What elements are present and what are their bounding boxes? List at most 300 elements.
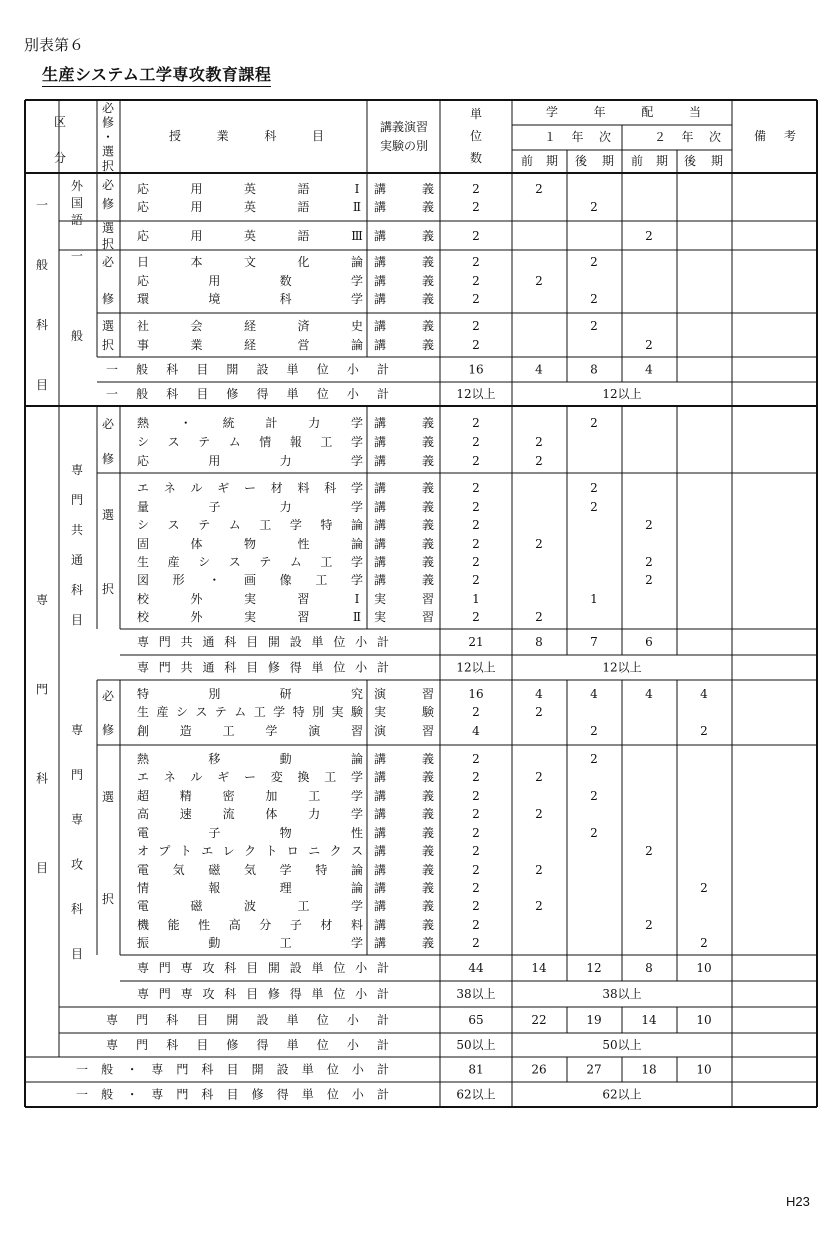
- subject-name: 変: [270, 770, 283, 784]
- document-label: 別表第６: [24, 36, 85, 54]
- subject-name: ネ: [163, 770, 176, 784]
- lecture-type: 義: [421, 844, 435, 858]
- year1-first-half: 2: [535, 770, 543, 784]
- subject-name: 習: [297, 592, 310, 606]
- unit-count: 2: [472, 936, 480, 950]
- year1-first-half: 2: [535, 274, 543, 288]
- year1-second-half: 2: [590, 200, 598, 214]
- year1-first-half: 2: [535, 435, 543, 449]
- subject-name: 工: [279, 936, 292, 950]
- subject-name: 電: [136, 899, 150, 913]
- subject-name: ー: [243, 481, 257, 495]
- subtotal-label: 単: [286, 1013, 299, 1027]
- subtotal-label: 門: [158, 660, 171, 675]
- subject-name: 学: [289, 518, 302, 532]
- subject-name: Ⅰ: [354, 182, 360, 196]
- subtotal-year1-second: 19: [586, 1013, 602, 1027]
- subject-name: 量: [136, 500, 150, 514]
- subject-name: 研: [279, 687, 292, 701]
- subtotal-label: 開: [226, 1013, 239, 1027]
- subject-name: 外: [190, 592, 203, 606]
- subtotal-label: 修: [226, 387, 239, 401]
- subtotal-units: 62以上: [456, 1087, 496, 1102]
- year1-second-half: 2: [590, 500, 598, 514]
- subject-name: 理: [279, 881, 292, 895]
- subtotal-label: 小: [346, 362, 359, 377]
- side-required: 修: [101, 197, 115, 211]
- subtotal-label: 科: [166, 1038, 179, 1052]
- unit-count: 2: [472, 338, 480, 352]
- subtotal-label: 単: [311, 660, 324, 675]
- unit-count: 2: [472, 292, 480, 306]
- unit-count: 2: [472, 705, 480, 719]
- unit-count: 2: [472, 182, 480, 196]
- subtotal-label: 門: [158, 635, 171, 649]
- subtotal-label: 目: [196, 387, 209, 401]
- lecture-type: 義: [421, 274, 435, 288]
- subtotal-label: 小: [351, 1062, 364, 1077]
- header-kouki: 後: [574, 154, 588, 168]
- subject-name: 力: [279, 454, 292, 468]
- subtotal-label: 計: [376, 1038, 390, 1052]
- subtotal-label: 単: [286, 387, 299, 401]
- subject-name: 工: [222, 724, 235, 738]
- subject-name: ス: [350, 844, 364, 858]
- subject-name: 語: [297, 229, 310, 243]
- subtotal-units: 44: [468, 961, 484, 975]
- subject-name: 熱: [136, 416, 150, 430]
- lecture-type: 義: [421, 918, 435, 932]
- subject-name: 英: [243, 229, 257, 243]
- subject-name: 別: [312, 705, 325, 719]
- subject-name: 科: [324, 481, 337, 495]
- subject-name: 学: [273, 705, 286, 719]
- unit-count: 2: [472, 789, 480, 803]
- unit-count: 2: [472, 416, 480, 430]
- subject-name: 応: [136, 229, 150, 243]
- subject-name: 気: [243, 863, 257, 877]
- year2-first-half: 2: [645, 573, 653, 587]
- subtotal-year2-first: 6: [645, 635, 653, 649]
- subject-name: 環: [136, 292, 150, 306]
- subject-name: 機: [136, 918, 150, 932]
- subtotal-label: 門: [136, 1038, 149, 1052]
- subject-name: 経: [243, 319, 257, 333]
- year1-second-half: 2: [590, 319, 598, 333]
- lecture-type: 講: [373, 500, 387, 514]
- subject-name: 造: [179, 724, 192, 738]
- side-elective: 選: [101, 790, 115, 804]
- header-subject: 科: [264, 129, 277, 143]
- subject-name: 流: [222, 807, 235, 821]
- subtotal-year1-first: 22: [531, 1013, 547, 1027]
- subtotal-label: 門: [158, 987, 171, 1001]
- year1-first-half: 2: [535, 610, 543, 624]
- subtotal-label: 得: [289, 660, 302, 675]
- subtotal-label: 計: [376, 987, 390, 1001]
- header-year1: １: [543, 130, 557, 144]
- header-kouki: 期: [710, 154, 724, 168]
- subject-name: 事: [136, 338, 150, 352]
- subject-name: シ: [136, 518, 150, 532]
- subtotal-label: 得: [289, 987, 302, 1001]
- side-elective: 選: [101, 221, 115, 235]
- lecture-type: 講: [373, 918, 387, 932]
- lecture-type: 講: [373, 789, 387, 803]
- subtotal-label: 攻: [202, 987, 215, 1001]
- subtotal-span: 12以上: [602, 660, 642, 675]
- subject-name: Ⅱ: [352, 610, 362, 624]
- subject-name: 論: [350, 881, 364, 895]
- side-elective: 択: [101, 237, 115, 251]
- subject-name: 高: [136, 807, 150, 821]
- unit-count: 2: [472, 481, 480, 495]
- header-remarks: 考: [783, 129, 797, 143]
- subject-name: ・: [208, 573, 221, 587]
- subtotal-label: 修: [251, 1087, 264, 1102]
- subject-name: 波: [243, 899, 257, 913]
- subtotal-label: 単: [301, 1062, 314, 1077]
- unit-count: 1: [472, 592, 480, 606]
- subject-name: 本: [190, 255, 203, 269]
- subject-name: 化: [297, 255, 310, 269]
- subtotal-label: 専: [105, 1038, 119, 1052]
- subtotal-label: 小: [346, 1038, 359, 1052]
- subtotal-span: 12以上: [602, 387, 642, 401]
- subject-name: 用: [190, 200, 203, 214]
- header-subject: 業: [216, 129, 229, 143]
- lecture-type: 実: [373, 592, 387, 606]
- subtotal-label: 単: [311, 961, 324, 975]
- subtotal-label: 単: [311, 635, 324, 649]
- header-haito: 当: [688, 105, 702, 119]
- side-required: 必: [101, 255, 115, 269]
- lecture-type: 習: [421, 687, 435, 701]
- subtotal-label: 専: [105, 1013, 119, 1027]
- side-senko: 専: [70, 723, 84, 737]
- year1-first-half: 2: [535, 807, 543, 821]
- lecture-type: 義: [421, 936, 435, 950]
- subject-name: 磁: [208, 863, 221, 877]
- year2-first-half: 2: [645, 844, 653, 858]
- year1-second-half: 2: [590, 292, 598, 306]
- side-foreign: 外: [70, 179, 84, 193]
- side-required: 修: [101, 723, 115, 737]
- unit-count: 2: [472, 454, 480, 468]
- subject-name: 応: [136, 200, 150, 214]
- header-units: 位: [469, 129, 483, 143]
- subtotal-label: 専: [180, 987, 193, 1001]
- year2-second-half: 2: [700, 724, 708, 738]
- subtotal-label: 般: [136, 387, 149, 401]
- page-number: H23: [786, 1194, 810, 1209]
- year1-first-half: 2: [535, 182, 543, 196]
- subtotal-label: 目: [196, 1013, 209, 1027]
- subtotal-label: 計: [376, 387, 390, 401]
- subtotal-label: 位: [333, 660, 346, 675]
- year1-second-half: 2: [590, 789, 598, 803]
- subject-name: 別: [208, 687, 221, 701]
- subtotal-label: 科: [201, 1087, 214, 1102]
- subtotal-year2-first: 8: [645, 961, 653, 975]
- lecture-type: 講: [373, 555, 387, 569]
- subject-name: 報: [208, 881, 221, 895]
- lecture-type: 義: [421, 573, 435, 587]
- subject-name: 計: [265, 416, 278, 430]
- subject-name: ム: [234, 705, 247, 719]
- lecture-type: 講: [373, 518, 387, 532]
- subject-name: 済: [297, 319, 310, 333]
- subject-name: 特: [315, 863, 328, 877]
- subtotal-label: 計: [376, 961, 390, 975]
- subject-name: 産: [156, 705, 169, 719]
- year1-first-half: 2: [535, 454, 543, 468]
- subtotal-label: 位: [316, 387, 329, 401]
- lecture-type: 講: [373, 770, 387, 784]
- side-senmon: 専: [35, 593, 49, 607]
- subject-name: 社: [136, 319, 150, 333]
- subject-name: 移: [208, 752, 221, 766]
- subject-name: 工: [315, 573, 328, 587]
- header-hissen: ・: [101, 130, 115, 144]
- subject-name: 応: [136, 182, 150, 196]
- subtotal-year2-second: 10: [696, 1062, 712, 1077]
- subject-name: 語: [297, 182, 310, 196]
- subject-name: ニ: [308, 844, 321, 858]
- subtotal-year2-first: 14: [641, 1013, 657, 1027]
- subtotal-label: 科: [224, 660, 237, 675]
- subtotal-year1-second: 8: [590, 362, 598, 377]
- table-text: [36, 101, 796, 1102]
- lecture-type: 講: [373, 752, 387, 766]
- subject-name: ト: [265, 844, 278, 858]
- subtotal-span: 38以上: [602, 987, 642, 1001]
- subtotal-year2-second: 10: [696, 961, 712, 975]
- subject-name: プ: [158, 844, 171, 858]
- lecture-type: 講: [373, 200, 387, 214]
- lecture-type: 義: [421, 770, 435, 784]
- header-year2: 年: [681, 130, 694, 144]
- year2-first-half: 4: [645, 687, 653, 701]
- subject-name: ス: [167, 435, 180, 449]
- side-senko: 専: [70, 812, 84, 827]
- subtotal-label: 共: [180, 635, 193, 649]
- subtotal-label: ・: [126, 1087, 139, 1102]
- lecture-type: 義: [421, 863, 435, 877]
- subject-name: 電: [136, 826, 150, 840]
- year2-first-half: 2: [645, 555, 653, 569]
- subject-name: 論: [350, 518, 364, 532]
- subject-name: 固: [136, 537, 150, 551]
- year2-first-half: 2: [645, 918, 653, 932]
- subject-name: 校: [136, 592, 150, 606]
- subject-name: 学: [279, 863, 292, 877]
- subtotal-label: 小: [351, 1087, 364, 1102]
- subject-name: ー: [243, 770, 257, 784]
- unit-count: 2: [472, 555, 480, 569]
- side-ippan: 般: [70, 329, 84, 343]
- subtotal-label: 般: [101, 1087, 114, 1102]
- subject-name: ク: [243, 844, 257, 858]
- lecture-type: 義: [421, 881, 435, 895]
- subtotal-label: 計: [376, 1087, 390, 1102]
- subtotal-label: ・: [126, 1062, 139, 1077]
- unit-count: 2: [472, 863, 480, 877]
- lecture-type: 義: [421, 537, 435, 551]
- lecture-type: 講: [373, 255, 387, 269]
- subtotal-year1-second: 27: [586, 1062, 602, 1077]
- lecture-type: 講: [373, 844, 387, 858]
- subtotal-units: 21: [468, 635, 484, 649]
- subject-name: Ⅲ: [351, 229, 363, 243]
- subject-name: 業: [190, 338, 203, 352]
- lecture-type: 義: [421, 518, 435, 532]
- lecture-type: 義: [421, 555, 435, 569]
- subject-name: 論: [350, 255, 364, 269]
- subtotal-label: 単: [286, 1038, 299, 1052]
- year1-second-half: 2: [590, 255, 598, 269]
- header-units: 単: [469, 107, 483, 121]
- subtotal-label: 位: [316, 1038, 329, 1052]
- subtotal-label: 目: [226, 1087, 239, 1102]
- subject-name: 実: [331, 705, 344, 719]
- year2-first-half: 2: [645, 338, 653, 352]
- subject-name: 論: [350, 752, 364, 766]
- year2-first-half: 2: [645, 229, 653, 243]
- year1-first-half: 2: [535, 537, 543, 551]
- subtotal-label: 単: [311, 987, 324, 1001]
- subject-name: 学: [350, 807, 364, 821]
- year1-first-half: 2: [535, 705, 543, 719]
- header-zenki: 前: [520, 154, 534, 168]
- subtotal-label: 科: [201, 1062, 214, 1077]
- subject-name: エ: [201, 844, 214, 858]
- year2-second-half: 2: [700, 936, 708, 950]
- subject-name: 磁: [190, 899, 203, 913]
- lecture-type: 講: [373, 274, 387, 288]
- subtotal-label: 開: [267, 635, 280, 649]
- side-required: 必: [101, 417, 115, 431]
- subtotal-label: 計: [376, 635, 390, 649]
- lecture-type: 義: [421, 481, 435, 495]
- subtotal-label: 科: [224, 961, 237, 975]
- subject-name: 実: [243, 592, 257, 606]
- unit-count: 2: [472, 435, 480, 449]
- lecture-type: 演: [373, 724, 387, 738]
- subtotal-label: 設: [289, 961, 302, 975]
- subtotal-label: 一: [75, 1087, 89, 1102]
- subtotal-year1-second: 12: [586, 961, 602, 975]
- lecture-type: 義: [421, 292, 435, 306]
- unit-count: 2: [472, 573, 480, 587]
- subtotal-label: 専: [136, 660, 150, 675]
- subject-name: 換: [297, 770, 310, 784]
- lecture-type: 義: [421, 789, 435, 803]
- unit-count: 2: [472, 229, 480, 243]
- side-kyotsu: 門: [70, 493, 84, 507]
- subject-name: 営: [297, 338, 310, 352]
- side-senmon: 門: [35, 682, 49, 697]
- subtotal-label: 小: [355, 635, 368, 649]
- subtotal-label: 専: [180, 961, 193, 975]
- side-general: 一: [35, 198, 49, 212]
- subject-name: シ: [175, 705, 188, 719]
- subject-name: 学: [350, 292, 364, 306]
- year1-second-half: 4: [590, 687, 598, 701]
- subtotal-label: 般: [136, 362, 149, 377]
- subject-name: 形: [172, 573, 185, 587]
- subject-name: 用: [208, 454, 221, 468]
- side-foreign: 国: [70, 196, 84, 210]
- subject-name: 力: [279, 500, 292, 514]
- unit-count: 2: [472, 770, 480, 784]
- lecture-type: 講: [373, 319, 387, 333]
- subtotal-label: 小: [346, 387, 359, 401]
- subject-name: ロ: [286, 844, 299, 858]
- subject-name: 英: [243, 200, 257, 214]
- side-elective: 択: [101, 892, 115, 906]
- subject-name: 習: [297, 610, 310, 624]
- subject-name: 材: [320, 918, 333, 932]
- subtotal-label: 修: [267, 987, 280, 1001]
- subject-name: 会: [190, 319, 203, 333]
- subject-name: 料: [297, 481, 310, 495]
- subject-name: 外: [190, 610, 203, 624]
- subtotal-label: 得: [256, 1038, 269, 1052]
- lecture-type: 講: [373, 807, 387, 821]
- subtotal-span: 50以上: [602, 1038, 642, 1052]
- side-general: 目: [35, 378, 49, 392]
- lecture-type: 講: [373, 881, 387, 895]
- subtotal-label: 得: [276, 1087, 289, 1102]
- subject-name: 生: [136, 705, 150, 719]
- subtotal-label: 科: [166, 1013, 179, 1027]
- header-kubun: 分: [53, 151, 67, 165]
- subject-name: 特: [320, 518, 333, 532]
- subtotal-year2-second: 10: [696, 1013, 712, 1027]
- subject-name: レ: [222, 844, 235, 858]
- header-year2: ２: [653, 130, 667, 144]
- subject-name: 学: [265, 724, 278, 738]
- subtotal-label: 科: [166, 387, 179, 401]
- subtotal-label: 専: [136, 987, 150, 1001]
- unit-count: 2: [472, 752, 480, 766]
- subtotal-label: 目: [196, 362, 209, 377]
- lecture-type: 義: [421, 454, 435, 468]
- side-elective: 択: [101, 338, 115, 352]
- lecture-type: 講: [373, 454, 387, 468]
- subject-name: 力: [308, 807, 321, 821]
- subtotal-label: 目: [226, 1062, 239, 1077]
- unit-count: 2: [472, 319, 480, 333]
- subtotal-label: 一: [75, 1062, 89, 1077]
- side-senmon: 目: [35, 861, 49, 875]
- side-general: 科: [35, 318, 49, 332]
- header-year1: 年: [571, 130, 584, 144]
- lecture-type: 講: [373, 537, 387, 551]
- side-kyotsu: 専: [70, 463, 84, 477]
- subtotal-label: 門: [176, 1087, 189, 1102]
- subject-name: 学: [350, 481, 364, 495]
- subject-name: 工: [320, 555, 333, 569]
- subject-name: 境: [208, 292, 221, 306]
- lecture-type: 義: [421, 319, 435, 333]
- header-type: 実験の別: [379, 139, 429, 153]
- subject-name: 像: [279, 573, 292, 587]
- subject-name: 力: [308, 416, 321, 430]
- subject-name: 熱: [136, 752, 150, 766]
- subject-name: 究: [350, 687, 364, 701]
